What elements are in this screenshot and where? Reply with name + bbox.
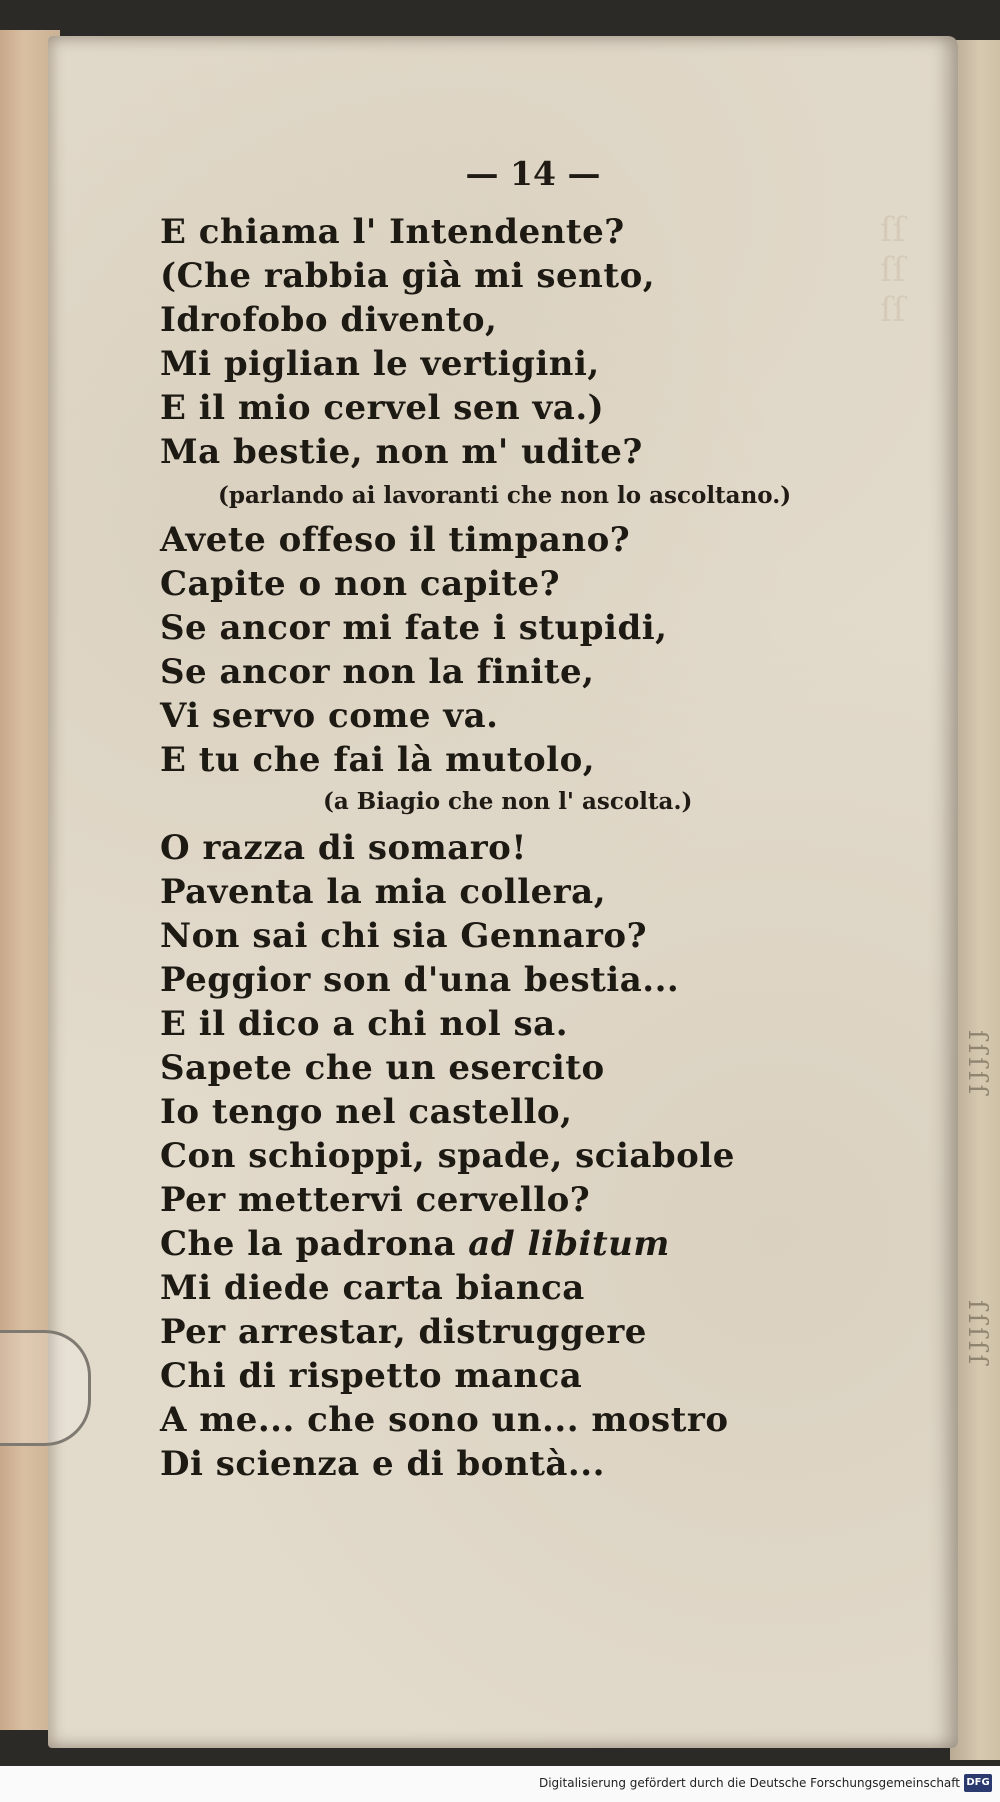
verse-line	[160, 1224, 670, 1264]
verse-line: O razza di somaro!	[160, 828, 527, 868]
verse-line: Se ancor mi fate i stupidi,	[160, 608, 668, 648]
verse-line: Sapete che un esercito	[160, 1048, 605, 1088]
stage-direction: (parlando ai lavoranti che non lo ascoltano.)	[218, 482, 792, 509]
verse-line: Mi diede carta bianca	[160, 1268, 585, 1308]
paper-tab-marker	[0, 1330, 91, 1446]
verse-line: E tu che fai là mutolo,	[160, 740, 596, 780]
verse-line: Avete offeso il timpano?	[160, 520, 631, 560]
verse-line: Io tengo nel castello,	[160, 1092, 573, 1132]
verse-line: Paventa la mia collera,	[160, 872, 607, 912]
bleed-through-text: ſſſſſ	[962, 1300, 992, 1369]
verse-line: Se ancor non la finite,	[160, 652, 595, 692]
verse-line: Idrofobo divento,	[160, 300, 498, 340]
verse-line: Peggior son d'una bestia...	[160, 960, 680, 1000]
footer-credit: Digitalisierung gefördert durch die Deutsche Forschungsgemeinschaft	[538, 1776, 960, 1790]
verse-line: (Che rabbia già mi sento,	[160, 256, 656, 296]
verse-line: Non sai chi sia Gennaro?	[160, 916, 647, 956]
verse-line: Con schioppi, spade, sciabole	[160, 1136, 735, 1176]
verse-line: E chiama l' Intendente?	[160, 212, 625, 252]
bleed-through-text: ſſ ſſ ſſ	[880, 210, 906, 330]
verse-line: E il dico a chi nol sa.	[160, 1004, 569, 1044]
verse-line: Per mettervi cervello?	[160, 1180, 591, 1220]
verse-line: E il mio cervel sen va.)	[160, 388, 605, 428]
verse-line: Vi servo come va.	[160, 696, 499, 736]
verse-line: A me... che sono un... mostro	[160, 1400, 729, 1440]
verse-line: Di scienza e di bontà...	[160, 1444, 605, 1484]
bleed-through-text: ſſſſſ	[962, 1030, 992, 1099]
verse-line: Per arrestar, distruggere	[160, 1312, 647, 1352]
dfg-logo: DFG	[964, 1774, 992, 1792]
page-number: — 14 —	[465, 154, 601, 193]
verse-text: Che la padrona	[160, 1224, 456, 1264]
verse-line: Mi piglian le vertigini,	[160, 344, 600, 384]
verse-line: Chi di rispetto manca	[160, 1356, 583, 1396]
verse-line: Capite o non capite?	[160, 564, 561, 604]
stage-direction: (a Biagio che non l' ascolta.)	[323, 788, 693, 815]
footer-bar	[0, 1766, 1000, 1802]
italic-phrase: ad libitum	[468, 1224, 670, 1264]
book-page	[48, 36, 958, 1748]
verse-line: Ma bestie, non m' udite?	[160, 432, 643, 472]
